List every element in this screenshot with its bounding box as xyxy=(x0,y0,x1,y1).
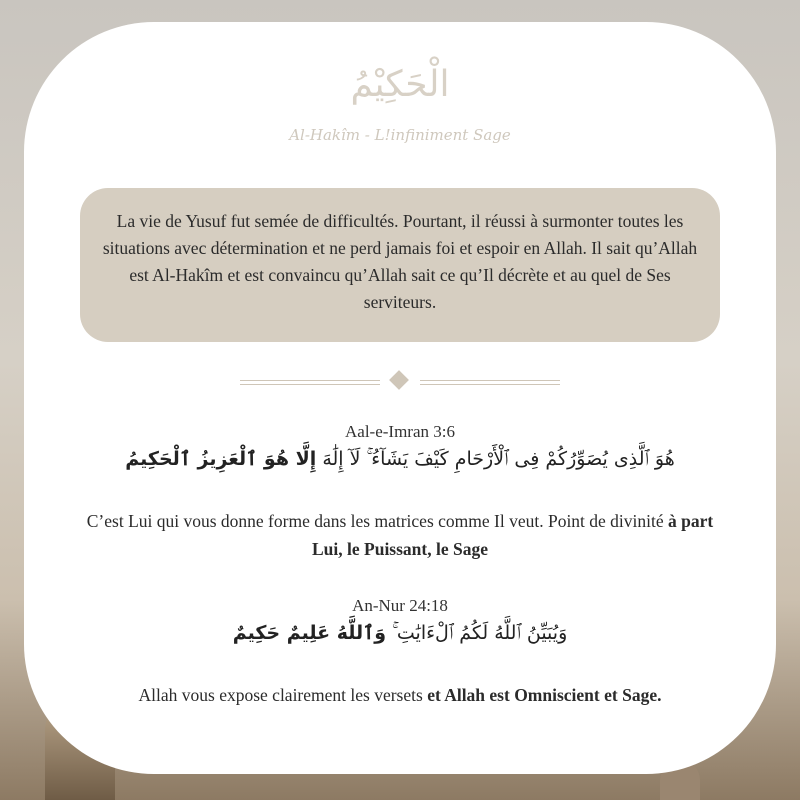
verse-arabic-text: هُوَ ٱلَّذِى يُصَوِّرُكُمْ فِى ٱلْأَرْحَامِ كَيْفَ يَشَآءُ ۚ لَآ إِلَٰهَ xyxy=(316,448,675,470)
verse-translation-text: Allah vous expose clairement les versets xyxy=(138,685,428,705)
verse-arabic xyxy=(24,622,776,644)
verse-arabic-text: وَيُبَيِّنُ ٱللَّهُ لَكُمُ ٱلْءَايَٰتِ ۚ xyxy=(386,622,568,644)
diamond-ornament-icon xyxy=(389,370,409,390)
divider-line-left xyxy=(240,380,380,385)
verse-translation-emphasis: et Allah est Omniscient et Sage. xyxy=(427,685,662,705)
content-card xyxy=(24,22,776,774)
divider-line-right xyxy=(420,380,560,385)
verse-translation xyxy=(84,507,716,563)
verse-translation-emphasis: à part Lui, le Puissant, le Sage xyxy=(312,511,714,559)
verse-arabic xyxy=(24,448,776,470)
page-subtitle: Al-Hakîm - L!infiniment Sage xyxy=(289,126,511,144)
verse-translation xyxy=(84,681,716,709)
ornament-divider xyxy=(240,370,560,392)
verse-translation-text: C’est Lui qui vous donne forme dans les matrices comme Il veut. Point de divinité xyxy=(86,511,669,531)
verse-reference: Aal-e-Imran 3:6 xyxy=(345,422,455,441)
verse-reference: An-Nur 24:18 xyxy=(352,596,448,615)
verse-arabic-emphasis: وَٱللَّهُ عَلِيمٌ حَكِيمٌ xyxy=(232,622,387,644)
verse-arabic-emphasis: إِلَّا هُوَ ٱلْعَزِيزُ ٱلْحَكِيمُ xyxy=(125,448,317,470)
story-box: La vie de Yusuf fut semée de difficultés. Pourtant, il réussi à surmonter toutes les situations avec détermination et ne perd jamais foi et espoir en Allah. Il sait qu’Allah est Al-Hakîm et est convaincu qu’Allah sait ce qu’Il décrète et au quel de Ses serviteurs. xyxy=(80,188,720,342)
page-title-arabic: الْحَكِيْمُ xyxy=(350,64,450,105)
